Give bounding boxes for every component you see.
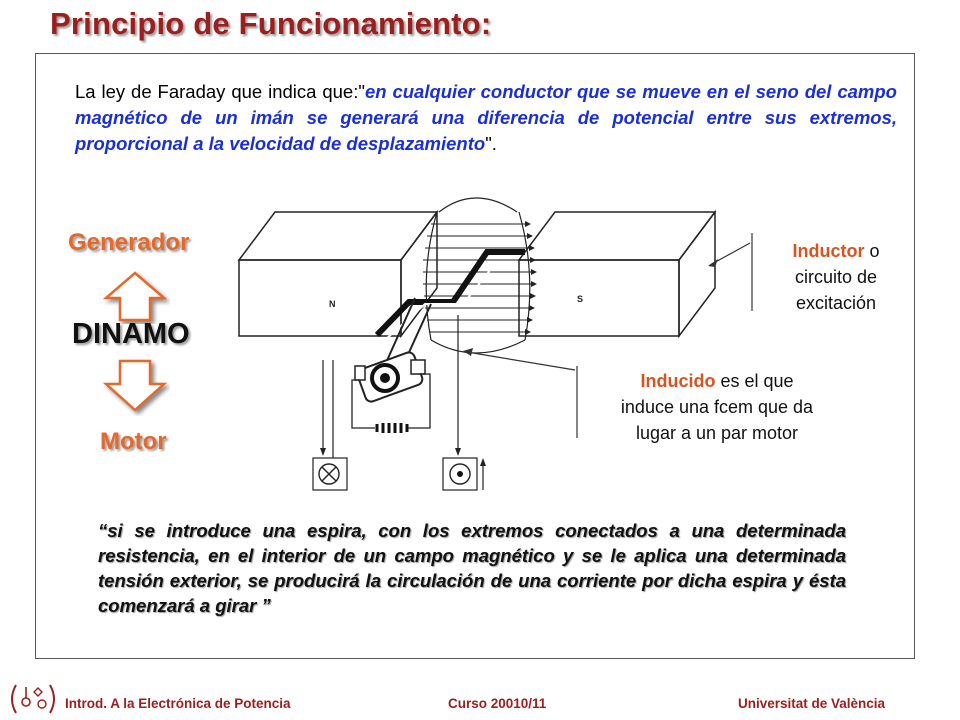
footer-course-name: Introd. A la Electrónica de Potencia (65, 696, 291, 711)
inducido-line-2: induce una fcem que da (620, 397, 814, 417)
pole-n-label: N (329, 299, 336, 309)
south-pole-magnet (519, 212, 715, 336)
motor-principle-quote: “si se introduce una espira, con los extremos conectados a una determinada resistencia, en el interior de un campo magnético y se le aplica una determinada tensión exterior, se producirá la circulación de una corriente por dicha espira y ésta comenzará a girar ” (98, 520, 846, 616)
inducido-highlight: Inducido (640, 371, 716, 391)
inductor-note (766, 238, 906, 316)
pole-s-label: S (577, 294, 584, 304)
up-arrow-icon (100, 270, 170, 324)
generador-label: Generador (68, 229, 190, 256)
faraday-intro: La ley de Faraday que indica que:" (75, 81, 365, 102)
page-title: Principio de Funcionamiento: (50, 6, 492, 41)
dinamo-label: DINAMO (72, 318, 190, 350)
inductor-highlight: Inductor (792, 241, 865, 261)
university-logo-icon (6, 682, 58, 716)
commutator (355, 351, 425, 403)
down-arrow-icon (100, 358, 170, 416)
inducido-callout (455, 340, 585, 440)
inductor-rest: o (864, 241, 880, 261)
faraday-law-paragraph (75, 79, 897, 157)
coil-loop (377, 252, 525, 335)
faraday-quote: en cualquier conductor que se mueve en el seno del campo magnético de un imán se generará una diferencia de potencial entre sus extremos, proporcional a la velocidad de desplazamiento (75, 81, 897, 154)
motor-label: Motor (100, 428, 167, 455)
footer-course-year: Curso 20010/11 (448, 696, 547, 711)
meter-symbol (443, 458, 486, 490)
inducido-rest: es el que (715, 371, 794, 391)
inducido-line-3: lugar a un par motor (635, 423, 799, 443)
inducido-note (592, 368, 842, 446)
magnetic-field-lines (423, 224, 531, 332)
excitation-winding (377, 423, 407, 433)
inductor-line-2: circuito de (794, 267, 878, 287)
inductor-line-3: excitación (795, 293, 877, 313)
inductor-callout (700, 225, 760, 315)
lamp-symbol (313, 458, 347, 490)
faraday-outro: ". (485, 133, 497, 154)
footer-university: Universitat de València (738, 696, 886, 711)
